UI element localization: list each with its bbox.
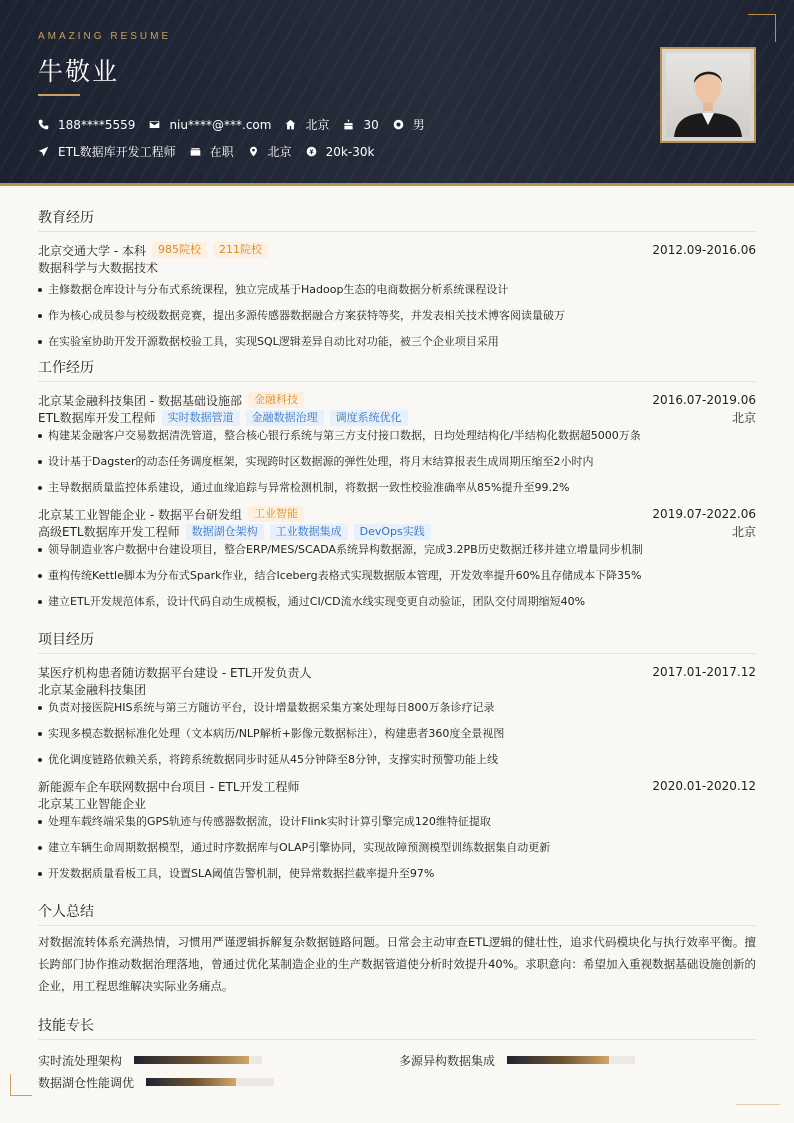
- section-title: 教育经历: [38, 208, 756, 232]
- info-hometown: [285, 116, 329, 133]
- skill-name: 数据湖仓性能调优: [38, 1075, 135, 1090]
- summary-section: [38, 902, 756, 1016]
- summary-text: 对数据流转体系充满热情，习惯用严谨逻辑拆解复杂数据链路问题。日常会主动审查ETL逻辑的健壮性，追求代码模块化与执行效率平衡。擅长跨部门协作推动数据治理落地，曾通过优化某制造企业的生产数据管道使分析时效提升40%。求职意向：希望加入重视数据基础设施创新的企业，用工程思维解决实际业务痛点。: [38, 935, 756, 993]
- project-date: 2020.01-2020.12: [652, 779, 756, 793]
- education-bullets: [38, 279, 756, 357]
- project-entry: [38, 777, 756, 889]
- skill-tag: 数据湖仓架构: [186, 524, 264, 540]
- work-city: 北京: [731, 411, 756, 425]
- list-item: 实现多模态数据标准化处理（文本病历/NLP解析+影像元数据标注），构建患者360度全景视图: [38, 723, 756, 749]
- skill-tag: 调度系统优化: [330, 410, 408, 426]
- school-tag: 211院校: [213, 242, 268, 258]
- projects-section: [38, 630, 756, 902]
- industry-tag: 金融科技: [248, 392, 304, 408]
- section-title: 项目经历: [38, 630, 756, 654]
- school-name: 北京交通大学 - 本科: [38, 243, 146, 258]
- skill-bar: [507, 1056, 635, 1064]
- list-item: 主导数据质量监控体系建设，通过血缘追踪与异常检测机制，将数据一致性校验准确率从85%提升至99.2%: [38, 477, 756, 503]
- list-item: 开发数据质量看板工具，设置SLA阈值告警机制，使异常数据拦截率提升至97%: [38, 863, 756, 889]
- location-text: 北京: [267, 145, 292, 159]
- industry-tag: 工业智能: [248, 506, 304, 522]
- company-name: 北京某金融科技集团 - 数据基础设施部: [38, 393, 242, 408]
- project-org: 北京某金融科技集团: [38, 683, 147, 697]
- corner-ornament: [736, 1104, 780, 1105]
- section-title: 个人总结: [38, 902, 756, 926]
- phone-icon: [38, 119, 49, 130]
- list-item: 负责对接医院HIS系统与第三方随访平台，设计增量数据采集方案处理每日800万条诊疗记录: [38, 697, 756, 723]
- location-icon: [248, 146, 259, 157]
- info-email: [149, 118, 271, 132]
- gender-text: 男: [412, 118, 425, 132]
- list-item: 作为核心成员参与校级数据竞赛，提出多源传感器数据融合方案获特等奖，并发表相关技术博客阅读量破万: [38, 305, 756, 331]
- list-item: 优化调度链路依赖关系，将跨系统数据同步时延从45分钟降至8分钟，支撑实时预警功能上线: [38, 749, 756, 775]
- skill-item: [38, 1049, 399, 1071]
- status-icon: [190, 146, 201, 157]
- project-name: 新能源车企车联网数据中台项目 - ETL开发工程师: [38, 779, 300, 794]
- info-phone: [38, 118, 135, 132]
- position-text: ETL数据库开发工程师: [58, 145, 176, 159]
- resume-body: [38, 208, 756, 1093]
- contact-row: [38, 116, 439, 133]
- section-title: 技能专长: [38, 1016, 756, 1040]
- work-entry: [38, 391, 756, 505]
- gender-icon: [393, 119, 404, 130]
- major: 数据科学与大数据技术: [38, 261, 159, 275]
- skill-name: 多源异构数据集成: [399, 1053, 496, 1068]
- mail-icon: [149, 119, 160, 130]
- company-name: 北京某工业智能企业 - 数据平台研发组: [38, 507, 242, 522]
- skill-bar: [134, 1056, 262, 1064]
- hometown-text: 北京: [305, 118, 330, 132]
- skills-section: [38, 1016, 756, 1093]
- project-org: 北京某工业智能企业: [38, 797, 147, 811]
- list-item: 在实验室协助开发开源数据校验工具，实现SQL逻辑差异自动比对功能，被三个企业项目采用: [38, 331, 756, 357]
- phone-text: 188****5559: [58, 117, 136, 132]
- list-item: 重构传统Kettle脚本为分布式Spark作业，结合Iceberg表格式实现数据版本管理，开发效率提升60%且存储成本下降35%: [38, 565, 756, 591]
- education-date: 2012.09-2016.06: [652, 243, 756, 257]
- skill-name: 实时流处理架构: [38, 1053, 123, 1068]
- email-text: niu****@***.com: [169, 117, 272, 132]
- job-role: ETL数据库开发工程师: [38, 411, 156, 425]
- skills-list: [38, 1049, 756, 1093]
- corner-ornament: [10, 1074, 32, 1096]
- list-item: 主修数据仓库设计与分布式系统课程，独立完成基于Hadoop生态的电商数据分析系统课程设计: [38, 279, 756, 305]
- education-entry-head: [38, 241, 756, 259]
- project-date: 2017.01-2017.12: [652, 665, 756, 679]
- resume-overline: AMAZING RESUME: [38, 31, 172, 42]
- portrait-image: [666, 53, 750, 137]
- skill-tag: 金融数据治理: [246, 410, 324, 426]
- work-section: [38, 358, 756, 630]
- info-age: [343, 118, 378, 132]
- skill-bar: [146, 1078, 274, 1086]
- skill-bar-fill: [507, 1056, 609, 1064]
- info-salary: [306, 145, 375, 159]
- skill-tag: 实时数据管道: [162, 410, 240, 426]
- education-section: [38, 208, 756, 358]
- work-entry: [38, 505, 756, 617]
- avatar: [666, 53, 750, 137]
- send-icon: [38, 146, 49, 157]
- info-status: [190, 143, 234, 160]
- project-name: 某医疗机构患者随访数据平台建设 - ETL开发负责人: [38, 665, 312, 680]
- info-position: [38, 143, 176, 160]
- info-gender: [393, 116, 425, 133]
- name-underline: [38, 94, 80, 96]
- work-city: 北京: [731, 525, 756, 539]
- job-role: 高级ETL数据库开发工程师: [38, 525, 180, 539]
- skill-tag: DevOps实践: [354, 524, 431, 540]
- list-item: 建立车辆生命周期数据模型，通过时序数据库与OLAP引擎协同，实现故障预测模型训练数据集自动更新: [38, 837, 756, 863]
- home-icon: [285, 119, 296, 130]
- skill-bar-fill: [134, 1056, 249, 1064]
- list-item: 设计基于Dagster的动态任务调度框架，实现跨时区数据源的弹性处理，将月末结算报表生成周期压缩至2小时内: [38, 451, 756, 477]
- skill-bar-fill: [146, 1078, 236, 1086]
- list-item: 领导制造业客户数据中台建设项目，整合ERP/MES/SCADA系统异构数据源，完成3.2PB历史数据迁移并建立增量同步机制: [38, 539, 756, 565]
- project-entry: [38, 663, 756, 777]
- list-item: 处理车载终端采集的GPS轨迹与传感器数据流，设计Flink实时计算引擎完成120维特征提取: [38, 811, 756, 837]
- salary-icon: [306, 146, 317, 157]
- salary-text: 20k-30k: [325, 144, 375, 159]
- school-tag: 985院校: [152, 242, 207, 258]
- corner-ornament: [748, 14, 776, 42]
- profile-photo: [660, 47, 756, 143]
- work-date: 2016.07-2019.06: [652, 393, 756, 407]
- list-item: 建立ETL开发规范体系，设计代码自动生成模板，通过CI/CD流水线实现变更自动验证，团队交付周期缩短40%: [38, 591, 756, 617]
- work-date: 2019.07-2022.06: [652, 507, 756, 521]
- skill-item: [38, 1071, 274, 1093]
- section-title: 工作经历: [38, 358, 756, 382]
- cake-icon: [343, 119, 354, 130]
- candidate-name: 牛敬业: [38, 57, 120, 86]
- status-text: 在职: [209, 145, 234, 159]
- resume-header: [0, 0, 794, 186]
- skill-item: [399, 1049, 635, 1071]
- info-location: [248, 143, 292, 160]
- age-text: 30: [363, 117, 379, 132]
- list-item: 构建某金融客户交易数据清洗管道，整合核心银行系统与第三方支付接口数据，日均处理结构化/半结构化数据超5000万条: [38, 425, 756, 451]
- job-intent-row: [38, 143, 388, 160]
- skill-tag: 工业数据集成: [270, 524, 348, 540]
